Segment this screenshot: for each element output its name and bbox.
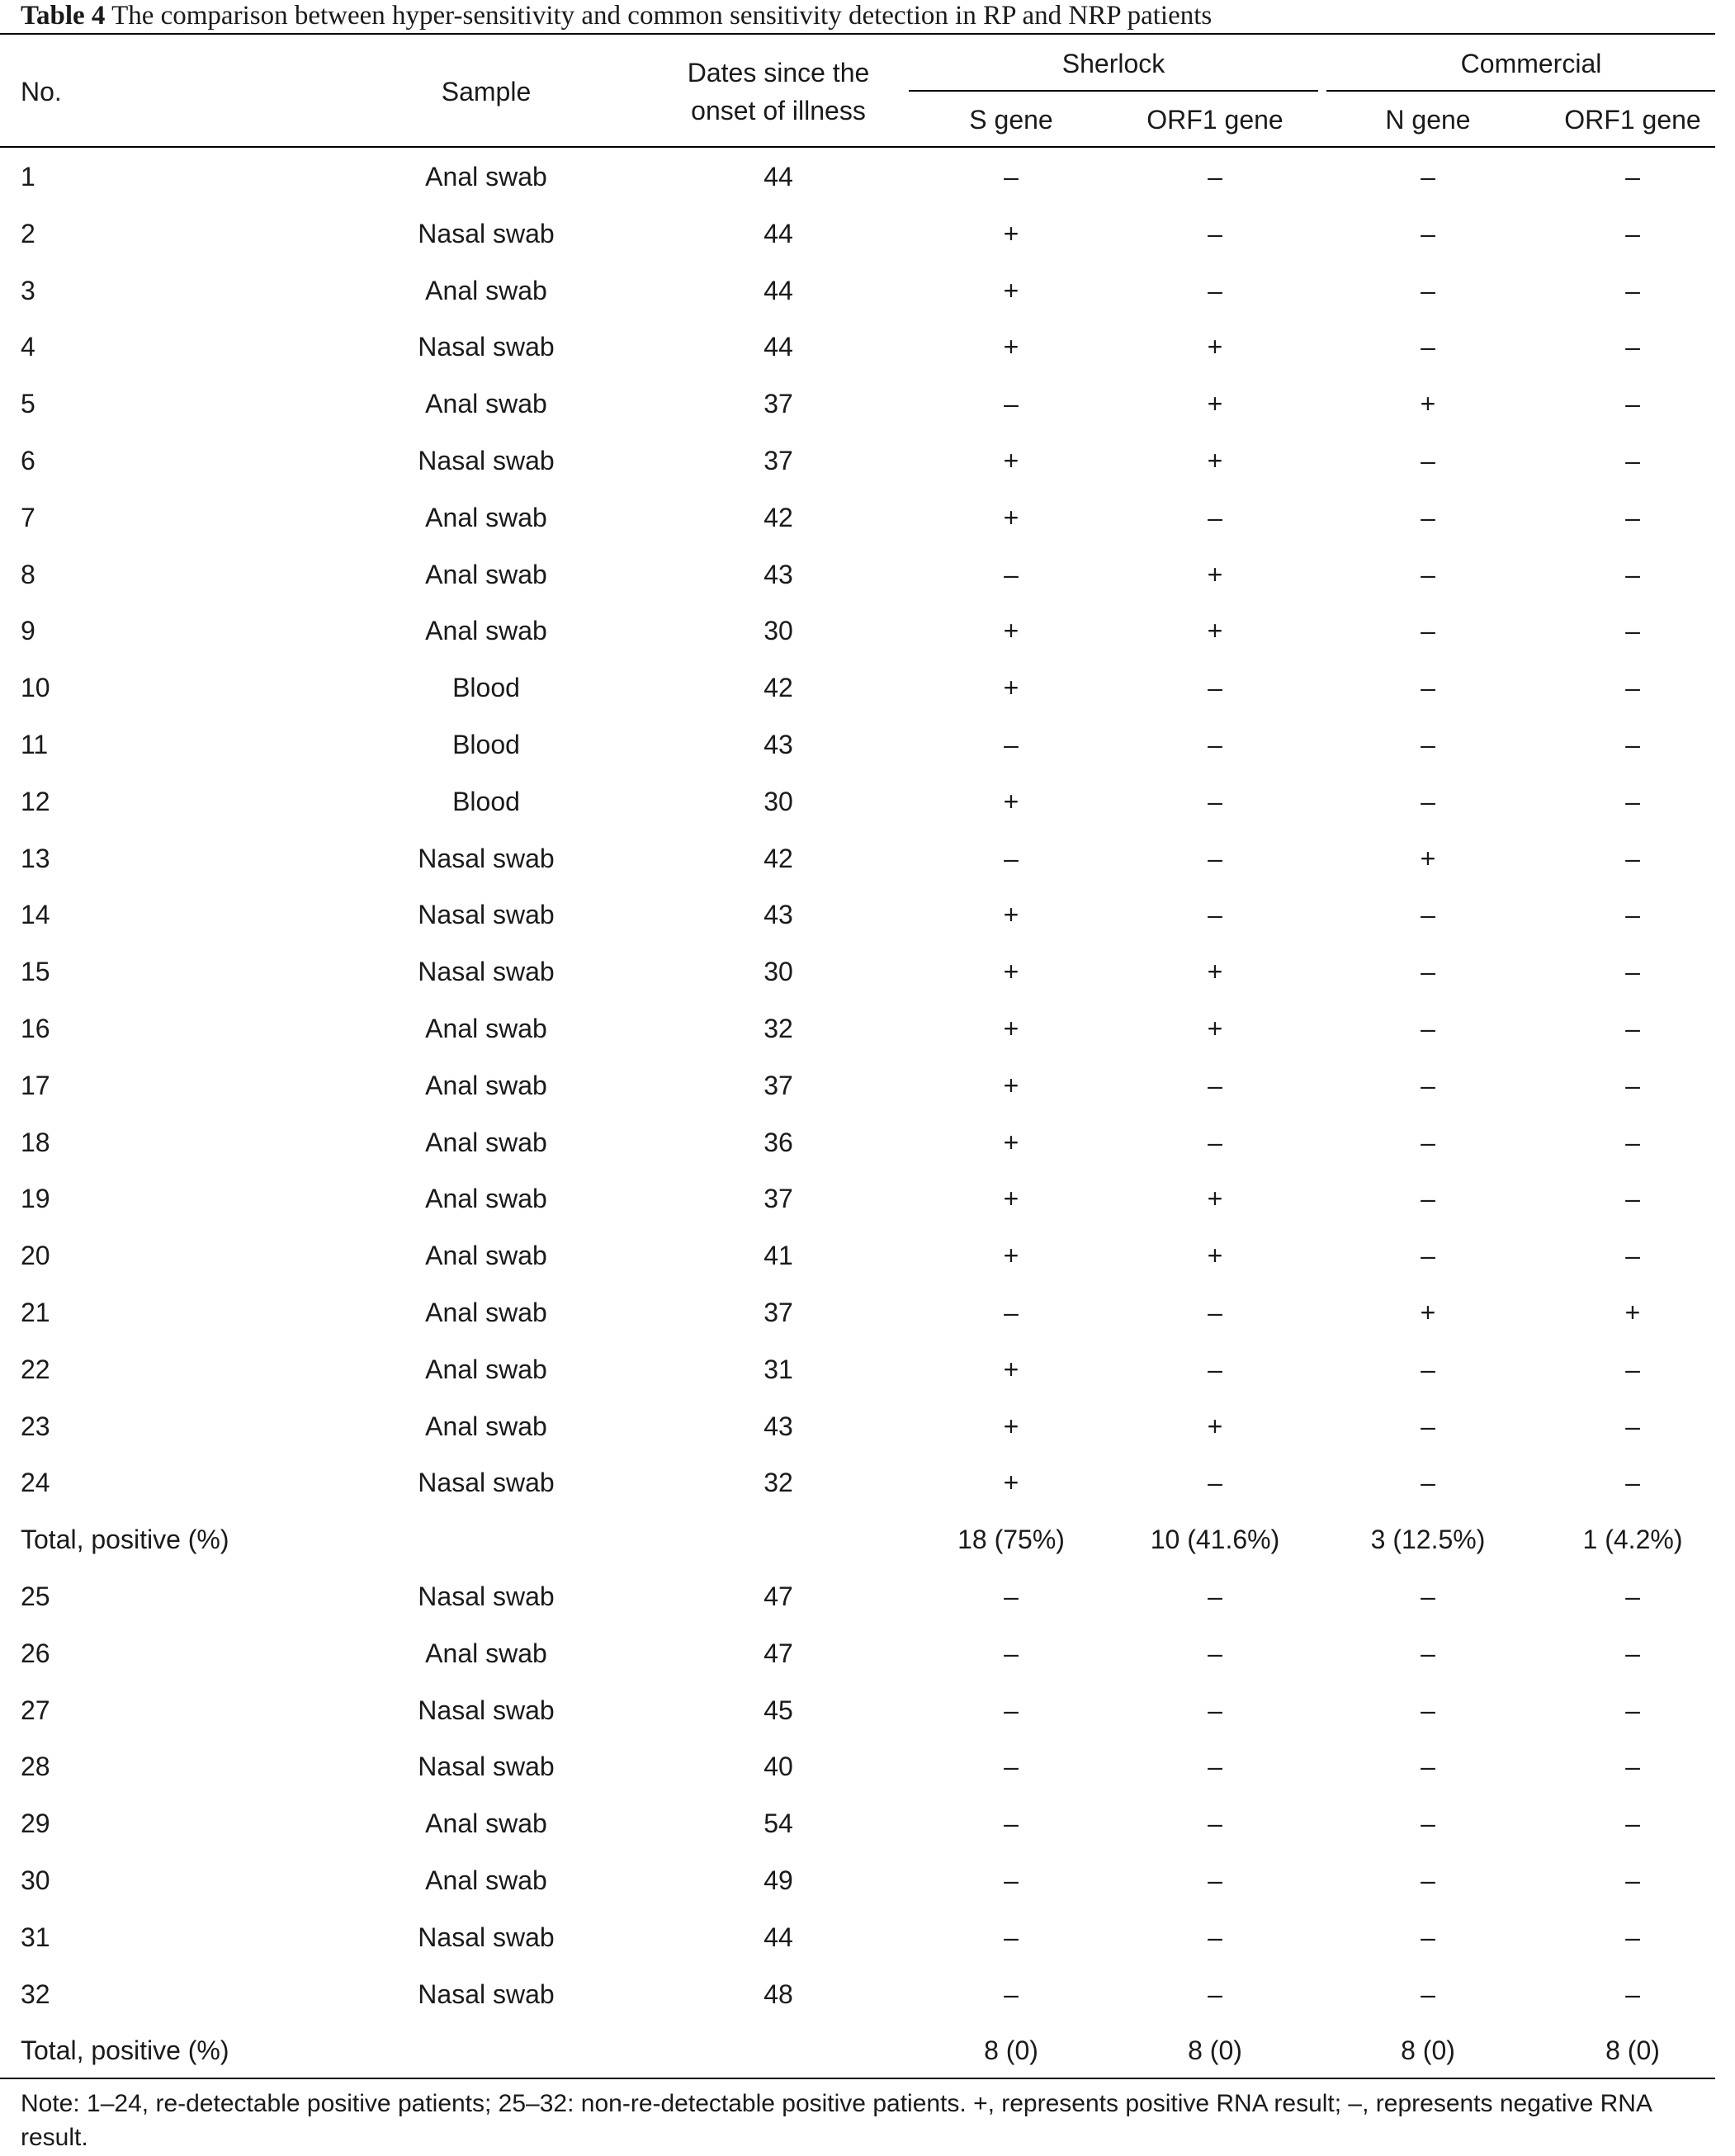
cell-sample: Blood [452, 787, 520, 816]
cell-s-gene: + [1003, 1184, 1019, 1213]
cell-orf1-commercial: – [1625, 1865, 1640, 1895]
cell-days: 32 [763, 1468, 793, 1497]
cell-days: 45 [763, 1695, 793, 1725]
cell-n-gene: + [1420, 1298, 1436, 1327]
cell-s-gene: + [1003, 446, 1019, 475]
cell-no: 13 [21, 844, 50, 873]
cell-s-gene: + [1003, 1128, 1019, 1157]
cell-no: 1 [21, 162, 35, 191]
cell-s-gene: + [1003, 276, 1019, 305]
cell-s-gene: + [1003, 1071, 1019, 1100]
cell-orf1-sherlock: – [1208, 1752, 1222, 1781]
header-group-sherlock: Sherlock [1061, 49, 1165, 78]
cell-orf1-commercial: – [1625, 616, 1640, 645]
cell-days: 48 [763, 1979, 793, 2009]
cell-orf1-sherlock: + [1207, 1184, 1223, 1213]
cell-sample: Anal swab [425, 1184, 547, 1213]
cell-days: 43 [763, 730, 793, 759]
cell-n-gene: – [1421, 162, 1435, 191]
cell-sample: Nasal swab [418, 332, 555, 362]
cell-orf1-commercial: – [1625, 1411, 1640, 1441]
cell-no: 24 [21, 1468, 50, 1497]
cell-orf1-sherlock: – [1208, 673, 1222, 702]
cell-sample: Anal swab [425, 1128, 547, 1157]
cell-orf1-sherlock: – [1208, 1865, 1222, 1895]
cell-s-gene: + [1003, 1241, 1019, 1270]
cell-s-gene: + [1003, 1014, 1019, 1043]
cell-orf1-sherlock: – [1208, 1355, 1222, 1384]
cell-no: 6 [21, 446, 35, 475]
cell-orf1-sherlock: – [1208, 1298, 1222, 1327]
cell-sample: Anal swab [425, 276, 547, 305]
cell-sample: Anal swab [425, 1638, 547, 1668]
header-sample: Sample [441, 77, 532, 106]
cell-orf1-sherlock: 10 (41.6%) [1150, 1525, 1280, 1554]
cell-n-gene: – [1421, 957, 1435, 986]
cell-days: 42 [763, 844, 793, 873]
cell-days: 43 [763, 1411, 793, 1441]
cell-sample: Anal swab [425, 1808, 547, 1838]
cell-sample: Anal swab [425, 389, 547, 418]
cell-n-gene: – [1421, 1979, 1435, 2009]
cell-no: 14 [21, 900, 50, 929]
cell-days: 30 [763, 616, 793, 645]
cell-days: 44 [763, 276, 793, 305]
cell-s-gene: – [1004, 1752, 1019, 1781]
cell-days: 47 [763, 1638, 793, 1668]
cell-sample: Anal swab [425, 1411, 547, 1441]
cell-days: 47 [763, 1582, 793, 1611]
cell-orf1-sherlock: – [1208, 1128, 1222, 1157]
cell-n-gene: – [1421, 1184, 1435, 1213]
cell-no: 17 [21, 1071, 50, 1100]
cell-days: 30 [763, 787, 793, 816]
cell-sample: Nasal swab [418, 1752, 555, 1781]
cell-days: 42 [763, 503, 793, 532]
cell-sample: Anal swab [425, 616, 547, 645]
cell-days: 36 [763, 1128, 793, 1157]
cell-orf1-commercial: 8 (0) [1605, 2035, 1660, 2065]
cell-n-gene: – [1421, 332, 1435, 362]
cell-days: 44 [763, 219, 793, 248]
table-caption [21, 0, 1212, 31]
cell-orf1-commercial: – [1625, 1468, 1640, 1497]
cell-no: Total, positive (%) [21, 2035, 229, 2065]
cell-s-gene: + [1003, 332, 1019, 362]
cell-days: 54 [763, 1808, 793, 1838]
cell-sample: Nasal swab [418, 900, 555, 929]
cell-sample: Nasal swab [418, 957, 555, 986]
cell-n-gene: – [1421, 1582, 1435, 1611]
cell-orf1-sherlock: + [1207, 1411, 1223, 1441]
cell-sample: Blood [452, 673, 520, 702]
cell-sample: Nasal swab [418, 1922, 555, 1952]
cell-days: 49 [763, 1865, 793, 1895]
cell-orf1-sherlock: + [1207, 1241, 1223, 1270]
cell-orf1-sherlock: – [1208, 1582, 1222, 1611]
header-n-gene: N gene [1385, 105, 1471, 135]
cell-no: 32 [21, 1979, 50, 2009]
cell-orf1-sherlock: – [1208, 730, 1222, 759]
cell-sample: Anal swab [425, 1355, 547, 1384]
cell-no: 23 [21, 1411, 50, 1441]
cell-s-gene: + [1003, 1355, 1019, 1384]
cell-orf1-commercial: – [1625, 787, 1640, 816]
cell-s-gene: 8 (0) [984, 2035, 1038, 2065]
cell-days: 41 [763, 1241, 793, 1270]
cell-orf1-commercial: – [1625, 673, 1640, 702]
cell-orf1-sherlock: + [1207, 332, 1223, 362]
table-title: The comparison between hyper-sensitivity and common sensitivity detection in RP and NRP patients [111, 1, 1213, 31]
cell-s-gene: + [1003, 503, 1019, 532]
cell-sample: Blood [452, 730, 520, 759]
cell-orf1-sherlock: + [1207, 957, 1223, 986]
cell-s-gene: – [1004, 1979, 1019, 2009]
cell-sample: Anal swab [425, 162, 547, 191]
cell-no: 20 [21, 1241, 50, 1270]
cell-sample: Nasal swab [418, 1979, 555, 2009]
cell-no: 11 [21, 730, 49, 759]
cell-orf1-sherlock: – [1208, 900, 1222, 929]
cell-n-gene: – [1421, 616, 1435, 645]
cell-sample: Nasal swab [418, 446, 555, 475]
cell-s-gene: + [1003, 673, 1019, 702]
cell-s-gene: – [1004, 1638, 1019, 1668]
cell-orf1-commercial: – [1625, 219, 1640, 248]
cell-no: 18 [21, 1128, 50, 1157]
cell-n-gene: – [1421, 1241, 1435, 1270]
cell-orf1-commercial: – [1625, 1695, 1640, 1725]
cell-orf1-commercial: – [1625, 446, 1640, 475]
cell-orf1-sherlock: – [1208, 219, 1222, 248]
cell-n-gene: – [1421, 1071, 1435, 1100]
cell-orf1-sherlock: 8 (0) [1188, 2035, 1242, 2065]
cell-no: Total, positive (%) [21, 1525, 229, 1554]
cell-s-gene: + [1003, 1411, 1019, 1441]
cell-orf1-sherlock: – [1208, 503, 1222, 532]
cell-days: 30 [763, 957, 793, 986]
cell-orf1-sherlock: – [1208, 1695, 1222, 1725]
cell-no: 26 [21, 1638, 50, 1668]
cell-orf1-sherlock: – [1208, 787, 1222, 816]
cell-days: 40 [763, 1752, 793, 1781]
cell-no: 29 [21, 1808, 50, 1838]
cell-n-gene: – [1421, 900, 1435, 929]
cell-n-gene: 3 (12.5%) [1370, 1525, 1486, 1554]
cell-orf1-commercial: – [1625, 1184, 1640, 1213]
cell-days: 32 [763, 1014, 793, 1043]
cell-n-gene: – [1421, 1355, 1435, 1384]
cell-orf1-sherlock: – [1208, 844, 1222, 873]
table-label: Table 4 [21, 1, 106, 31]
cell-no: 16 [21, 1014, 50, 1043]
cell-orf1-sherlock: + [1207, 446, 1223, 475]
cell-n-gene: – [1421, 276, 1435, 305]
cell-days: 37 [763, 446, 793, 475]
cell-s-gene: – [1004, 162, 1019, 191]
cell-no: 25 [21, 1582, 50, 1611]
cell-n-gene: – [1421, 446, 1435, 475]
cell-orf1-sherlock: – [1208, 1922, 1222, 1952]
cell-orf1-commercial: – [1625, 1128, 1640, 1157]
cell-orf1-sherlock: + [1207, 389, 1223, 418]
header-s-gene: S gene [969, 105, 1053, 135]
cell-s-gene: – [1004, 730, 1019, 759]
cell-no: 5 [21, 389, 35, 418]
cell-n-gene: – [1421, 1752, 1435, 1781]
cell-s-gene: – [1004, 1695, 1019, 1725]
cell-orf1-sherlock: – [1208, 1979, 1222, 2009]
cell-orf1-sherlock: + [1207, 1014, 1223, 1043]
cell-sample: Nasal swab [418, 1582, 555, 1611]
cell-days: 31 [763, 1355, 793, 1384]
cell-n-gene: – [1421, 560, 1435, 589]
cell-n-gene: + [1420, 389, 1436, 418]
cell-s-gene: – [1004, 1298, 1019, 1327]
cell-orf1-commercial: – [1625, 1582, 1640, 1611]
bottom-rule [0, 2078, 1715, 2079]
cell-s-gene: + [1003, 900, 1019, 929]
cell-orf1-sherlock: – [1208, 1071, 1222, 1100]
cell-sample: Nasal swab [418, 1468, 555, 1497]
cell-sample: Anal swab [425, 1241, 547, 1270]
cell-days: 44 [763, 332, 793, 362]
cell-no: 31 [21, 1922, 50, 1952]
cell-n-gene: – [1421, 1411, 1435, 1441]
header-rule [0, 146, 1715, 148]
cell-s-gene: – [1004, 560, 1019, 589]
cell-s-gene: – [1004, 389, 1019, 418]
cell-orf1-sherlock: – [1208, 1638, 1222, 1668]
cell-n-gene: – [1421, 1865, 1435, 1895]
cell-orf1-commercial: – [1625, 503, 1640, 532]
cell-sample: Anal swab [425, 560, 547, 589]
cell-n-gene: – [1421, 673, 1435, 702]
cell-orf1-commercial: – [1625, 844, 1640, 873]
cell-orf1-commercial: – [1625, 730, 1640, 759]
cell-n-gene: – [1421, 1128, 1435, 1157]
cell-orf1-sherlock: – [1208, 162, 1222, 191]
cell-days: 37 [763, 389, 793, 418]
cell-days: 37 [763, 1184, 793, 1213]
cell-orf1-commercial: – [1625, 1638, 1640, 1668]
cell-days: 44 [763, 1922, 793, 1952]
cell-days: 44 [763, 162, 793, 191]
cell-s-gene: 18 (75%) [957, 1525, 1065, 1554]
cell-sample: Anal swab [425, 1014, 547, 1043]
cell-no: 27 [21, 1695, 50, 1725]
header-orf1-gene-sherlock: ORF1 gene [1146, 105, 1284, 135]
cell-s-gene: + [1003, 957, 1019, 986]
cell-orf1-commercial: 1 (4.2%) [1582, 1525, 1683, 1554]
cell-orf1-sherlock: – [1208, 276, 1222, 305]
cell-orf1-commercial: – [1625, 560, 1640, 589]
cell-n-gene: – [1421, 1922, 1435, 1952]
cell-days: 43 [763, 560, 793, 589]
cell-orf1-commercial: – [1625, 1808, 1640, 1838]
cell-n-gene: – [1421, 1638, 1435, 1668]
cell-no: 19 [21, 1184, 50, 1213]
header-dates-line2: onset of illness [691, 96, 866, 125]
cell-days: 37 [763, 1298, 793, 1327]
cell-orf1-commercial: – [1625, 1922, 1640, 1952]
cell-orf1-commercial: + [1624, 1298, 1641, 1327]
cell-orf1-commercial: – [1625, 1979, 1640, 2009]
table-note: Note: 1–24, re-detectable positive patients; 25–32: non-re-detectable positive patients. +, represents positive RNA result; –, represents negative RNA result. [21, 2090, 1652, 2151]
cell-n-gene: 8 (0) [1401, 2035, 1455, 2065]
cell-orf1-sherlock: – [1208, 1808, 1222, 1838]
cell-no: 22 [21, 1355, 50, 1384]
cell-no: 21 [21, 1298, 50, 1327]
cell-n-gene: – [1421, 787, 1435, 816]
cell-orf1-commercial: – [1625, 900, 1640, 929]
cell-n-gene: – [1421, 503, 1435, 532]
cell-days: 43 [763, 900, 793, 929]
cell-days: 42 [763, 673, 793, 702]
cell-sample: Anal swab [425, 1071, 547, 1100]
cell-s-gene: + [1003, 787, 1019, 816]
cell-no: 30 [21, 1865, 50, 1895]
header-no: No. [21, 77, 62, 106]
cell-no: 10 [21, 673, 50, 702]
cell-sample: Nasal swab [418, 1695, 555, 1725]
cell-n-gene: – [1421, 730, 1435, 759]
cell-orf1-commercial: – [1625, 1241, 1640, 1270]
cell-orf1-commercial: – [1625, 957, 1640, 986]
cell-sample: Anal swab [425, 1865, 547, 1895]
cell-orf1-commercial: – [1625, 1752, 1640, 1781]
cell-no: 2 [21, 219, 35, 248]
cell-no: 7 [21, 503, 35, 532]
cell-s-gene: – [1004, 1865, 1019, 1895]
cell-orf1-commercial: – [1625, 389, 1640, 418]
cell-orf1-commercial: – [1625, 1071, 1640, 1100]
cell-no: 4 [21, 332, 35, 362]
cell-s-gene: – [1004, 1582, 1019, 1611]
cell-no: 12 [21, 787, 50, 816]
cell-no: 9 [21, 616, 35, 645]
cell-orf1-commercial: – [1625, 162, 1640, 191]
sherlock-underline [909, 90, 1318, 92]
cell-n-gene: – [1421, 1695, 1435, 1725]
top-rule [0, 33, 1715, 35]
commercial-underline [1326, 90, 1715, 92]
cell-orf1-commercial: – [1625, 332, 1640, 362]
cell-no: 15 [21, 957, 50, 986]
cell-days: 37 [763, 1071, 793, 1100]
cell-sample: Nasal swab [418, 844, 555, 873]
cell-no: 3 [21, 276, 35, 305]
cell-n-gene: – [1421, 1808, 1435, 1838]
header-dates-line1: Dates since the [687, 58, 870, 87]
cell-sample: Anal swab [425, 1298, 547, 1327]
cell-n-gene: – [1421, 1468, 1435, 1497]
cell-s-gene: + [1003, 1468, 1019, 1497]
header-group-commercial: Commercial [1460, 49, 1602, 78]
cell-sample: Anal swab [425, 503, 547, 532]
cell-sample: Nasal swab [418, 219, 555, 248]
cell-orf1-sherlock: + [1207, 560, 1223, 589]
cell-s-gene: + [1003, 219, 1019, 248]
header-orf1-gene-commercial: ORF1 gene [1564, 105, 1701, 135]
cell-no: 8 [21, 560, 35, 589]
cell-s-gene: – [1004, 1808, 1019, 1838]
cell-s-gene: – [1004, 844, 1019, 873]
cell-n-gene: + [1420, 844, 1436, 873]
cell-orf1-commercial: – [1625, 276, 1640, 305]
cell-orf1-commercial: – [1625, 1355, 1640, 1384]
cell-no: 28 [21, 1752, 50, 1781]
cell-s-gene: – [1004, 1922, 1019, 1952]
cell-n-gene: – [1421, 1014, 1435, 1043]
cell-s-gene: + [1003, 616, 1019, 645]
cell-n-gene: – [1421, 219, 1435, 248]
cell-orf1-commercial: – [1625, 1014, 1640, 1043]
cell-orf1-sherlock: – [1208, 1468, 1222, 1497]
cell-orf1-sherlock: + [1207, 616, 1223, 645]
